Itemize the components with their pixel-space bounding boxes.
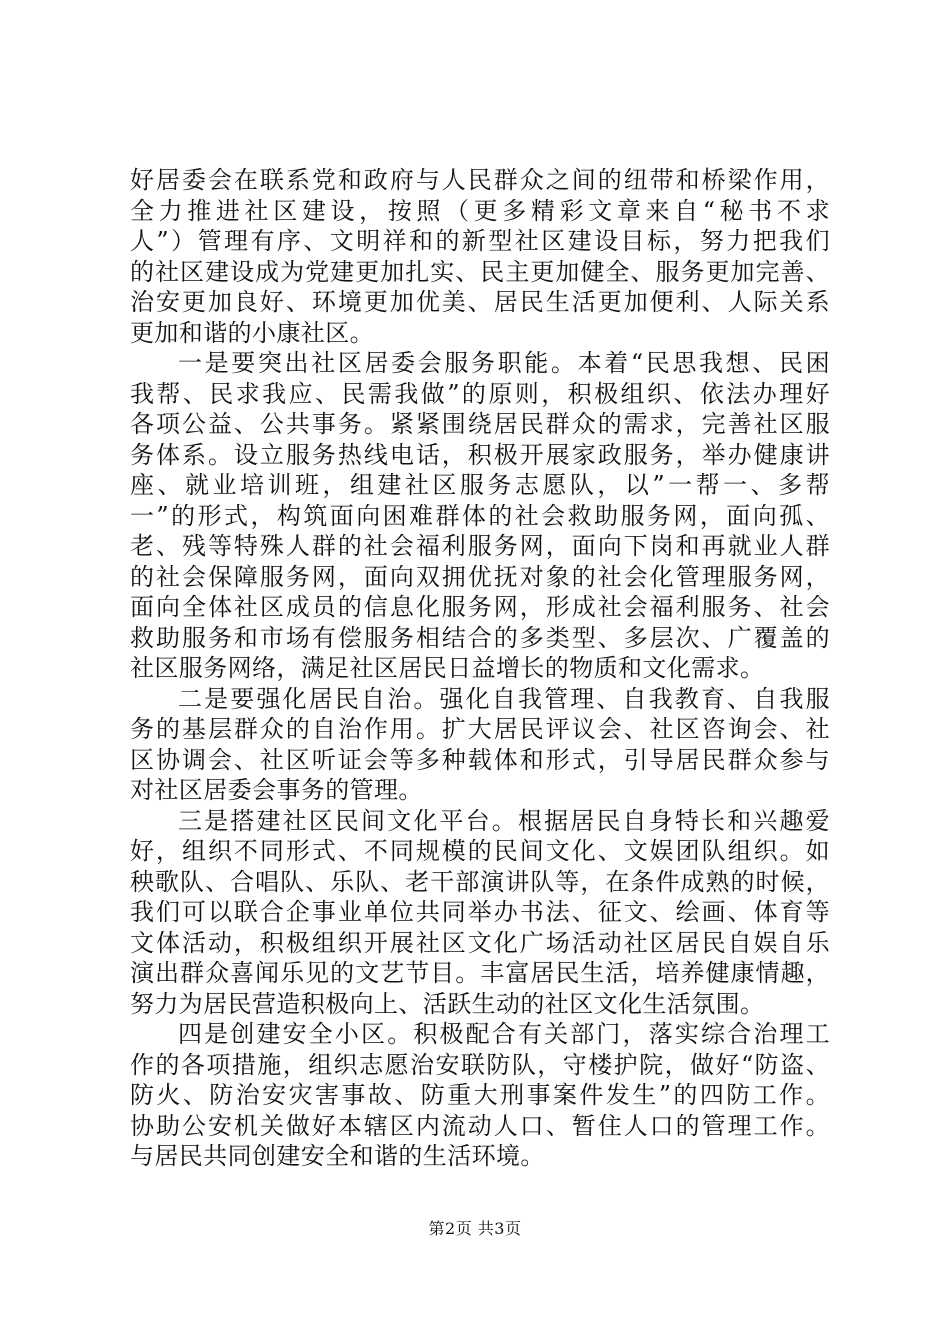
text-line: 务体系。设立服务热线电话，积极开展家政服务，举办健康讲: [130, 440, 830, 469]
body-text: [130, 165, 830, 1172]
text-line: 的社区建设成为党建更加扎实、民主更加健全、服务更加完善、: [130, 257, 830, 286]
text-line: 对社区居委会事务的管理。: [130, 776, 423, 804]
text-line: 治安更加良好、环境更加优美、居民生活更加便利、人际关系: [130, 288, 830, 316]
text-line: 全力推进社区建设，按照（更多精彩文章来自“秘书不求: [130, 196, 830, 225]
text-line: 我帮、民求我应、民需我做”的原则，积极组织、依法办理好: [130, 379, 830, 408]
text-line: 演出群众喜闻乐见的文艺节目。丰富居民生活，培养健康情趣，: [130, 959, 830, 987]
page-number-footer: 第2页 共3页: [428, 1219, 522, 1238]
paragraph-first-line: 三是搭建社区民间文化平台。根据居民自身特长和兴趣爱: [178, 806, 830, 835]
text-line: 更加和谐的小康社区。: [130, 318, 374, 347]
text-line: 老、残等特殊人群的社会福利服务网，面向下岗和再就业人群: [130, 532, 830, 560]
text-line: 与居民共同创建安全和谐的生活环境。: [130, 1142, 545, 1170]
text-line: 好，组织不同形式、不同规模的民间文化、文娱团队组织。如: [130, 837, 830, 865]
text-line: 好居委会在联系党和政府与人民群众之间的纽带和桥梁作用，: [130, 166, 830, 194]
paragraph-first-line: 四是创建安全小区。积极配合有关部门，落实综合治理工: [178, 1020, 830, 1048]
text-line: 一”的形式，构筑面向困难群体的社会救助服务网，面向孤、: [130, 501, 830, 530]
text-line: 区协调会、社区听证会等多种载体和形式，引导居民群众参与: [130, 745, 830, 774]
text-line: 人”）管理有序、文明祥和的新型社区建设目标，努力把我们: [130, 227, 830, 255]
text-line: 座、就业培训班，组建社区服务志愿队，以”一帮一、多帮: [130, 471, 830, 499]
text-line: 努力为居民营造积极向上、活跃生动的社区文化生活氛围。: [130, 989, 765, 1018]
text-line: 文体活动，积极组织开展社区文化广场活动社区居民自娱自乐: [130, 928, 830, 957]
text-line: 我们可以联合企事业单位共同举办书法、征文、绘画、体育等: [130, 898, 830, 926]
paragraph-first-line: 一是要突出社区居委会服务职能。本着“民思我想、民困: [178, 349, 830, 377]
text-line: 的社会保障服务网，面向双拥优抚对象的社会化管理服务网，: [130, 562, 830, 591]
text-line: 秧歌队、合唱队、乐队、老干部演讲队等，在条件成熟的时候，: [130, 867, 830, 896]
paragraph-first-line: 二是要强化居民自治。强化自我管理、自我教育、自我服: [178, 684, 830, 713]
text-line: 作的各项措施，组织志愿治安联防队，守楼护院，做好“防盗、: [130, 1050, 830, 1079]
text-line: 协助公安机关做好本辖区内流动人口、暂住人口的管理工作。: [130, 1111, 830, 1140]
text-line: 救助服务和市场有偿服务相结合的多类型、多层次、广覆盖的: [130, 623, 830, 652]
text-line: 面向全体社区成员的信息化服务网，形成社会福利服务、社会: [130, 593, 830, 621]
text-line: 各项公益、公共事务。紧紧围绕居民群众的需求，完善社区服: [130, 410, 830, 438]
text-line: 防火、防治安灾害事故、防重大刑事案件发生”的四防工作。: [130, 1081, 830, 1109]
text-line: 社区服务网络，满足社区居民日益增长的物质和文化需求。: [130, 654, 765, 682]
text-line: 务的基层群众的自治作用。扩大居民评议会、社区咨询会、社: [130, 715, 830, 743]
